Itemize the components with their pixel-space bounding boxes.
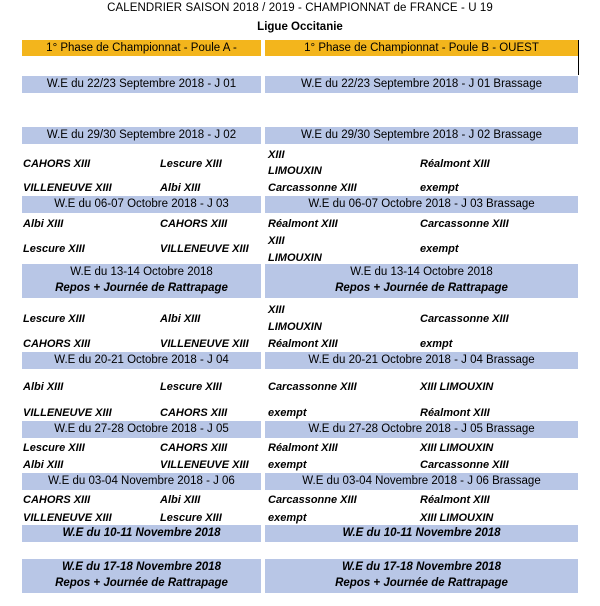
column-divider	[578, 40, 579, 75]
match-team: VILLENEUVE XIII	[23, 407, 112, 419]
week-header-b-j05: W.E du 27-28 Octobre 2018 - J 05 Brassage	[265, 421, 578, 438]
match-team: Lescure XIII	[160, 512, 222, 524]
week-header-a-j06: W.E du 03-04 Novembre 2018 - J 06	[22, 473, 261, 490]
week-header-a-rest-1: W.E du 13-14 Octobre 2018 Repos + Journée de Rattrapage	[22, 264, 261, 298]
match-team: VILLENEUVE XIII	[160, 338, 249, 350]
match-team: CAHORS XIII	[23, 494, 91, 506]
week-header-a-nov-10: W.E du 10-11 Novembre 2018	[22, 525, 261, 542]
match-team: CAHORS XIII	[23, 338, 91, 350]
week-header-b-j03: W.E du 06-07 Octobre 2018 - J 03 Brassage	[265, 196, 578, 213]
match-team: Réalmont XIII	[268, 338, 338, 350]
match-team: CAHORS XIII	[160, 218, 228, 230]
match-team: LIMOUXIN	[268, 252, 322, 264]
week-header-b-j06: W.E du 03-04 Novembre 2018 - J 06 Brassage	[265, 473, 578, 490]
week-header-b-rest-1: W.E du 13-14 Octobre 2018 Repos + Journée de Rattrapage	[265, 264, 578, 298]
match-team: VILLENEUVE XIII	[23, 512, 112, 524]
match-team: Réalmont XIII	[420, 158, 490, 170]
match-team: Albi XIII	[23, 381, 64, 393]
match-team: exempt	[420, 243, 459, 255]
match-team: CAHORS XIII	[23, 158, 91, 170]
match-team: XIII LIMOUXIN	[420, 381, 494, 393]
document-title: CALENDRIER SAISON 2018 / 2019 - CHAMPIONNAT de FRANCE - U 19	[107, 2, 493, 14]
week-header-b-j01: W.E du 22/23 Septembre 2018 - J 01 Brassage	[265, 76, 578, 93]
match-team: VILLENEUVE XIII	[23, 182, 112, 194]
match-team: CAHORS XIII	[160, 442, 228, 454]
match-team: Lescure XIII	[23, 313, 85, 325]
match-team: Réalmont XIII	[420, 407, 490, 419]
match-team: Réalmont XIII	[420, 494, 490, 506]
match-team: exempt	[420, 182, 459, 194]
phase-a-header: 1° Phase de Championnat - Poule A -	[22, 40, 261, 56]
week-header-b-j02: W.E du 29/30 Septembre 2018 - J 02 Brassage	[265, 127, 578, 144]
match-team: Lescure XIII	[160, 158, 222, 170]
match-team: VILLENEUVE XIII	[160, 459, 249, 471]
match-team: XIII LIMOUXIN	[420, 442, 494, 454]
league-subtitle: Ligue Occitanie	[257, 21, 343, 33]
match-team: Lescure XIII	[23, 442, 85, 454]
match-team: XIII	[268, 304, 285, 316]
week-header-a-j01: W.E du 22/23 Septembre 2018 - J 01	[22, 76, 261, 93]
match-team: exmpt	[420, 338, 453, 350]
match-team: VILLENEUVE XIII	[160, 243, 249, 255]
match-team: exempt	[268, 459, 307, 471]
match-team: Albi XIII	[23, 218, 64, 230]
match-team: Réalmont XIII	[268, 442, 338, 454]
match-team: Réalmont XIII	[268, 218, 338, 230]
match-team: XIII	[268, 235, 285, 247]
match-team: Carcassonne XIII	[420, 459, 509, 471]
match-team: Carcassonne XIII	[268, 381, 357, 393]
match-team: Carcassonne XIII	[268, 494, 357, 506]
week-header-b-rest-2: W.E du 17-18 Novembre 2018 Repos + Journée de Rattrapage	[265, 559, 578, 593]
match-team: Carcassonne XIII	[420, 313, 509, 325]
week-header-a-j02: W.E du 29/30 Septembre 2018 - J 02	[22, 127, 261, 144]
match-team: Lescure XIII	[160, 381, 222, 393]
match-team: Albi XIII	[160, 313, 201, 325]
week-header-a-j05: W.E du 27-28 Octobre 2018 - J 05	[22, 421, 261, 438]
match-team: Carcassonne XIII	[268, 182, 357, 194]
match-team: XIII LIMOUXIN	[420, 512, 494, 524]
match-team: XIII	[268, 149, 285, 161]
phase-b-header: 1° Phase de Championnat - Poule B - OUEST	[265, 40, 578, 56]
match-team: Carcassonne XIII	[420, 218, 509, 230]
week-header-a-j03: W.E du 06-07 Octobre 2018 - J 03	[22, 196, 261, 213]
match-team: Lescure XIII	[23, 243, 85, 255]
match-team: CAHORS XIII	[160, 407, 228, 419]
week-header-b-j04: W.E du 20-21 Octobre 2018 - J 04 Brassage	[265, 352, 578, 369]
match-team: LIMOUXIN	[268, 321, 322, 333]
week-header-b-nov-10: W.E du 10-11 Novembre 2018	[265, 525, 578, 542]
match-team: Albi XIII	[160, 494, 201, 506]
match-team: exempt	[268, 407, 307, 419]
match-team: LIMOUXIN	[268, 165, 322, 177]
week-header-a-rest-2: W.E du 17-18 Novembre 2018 Repos + Journée de Rattrapage	[22, 559, 261, 593]
match-team: Albi XIII	[23, 459, 64, 471]
week-header-a-j04: W.E du 20-21 Octobre 2018 - J 04	[22, 352, 261, 369]
match-team: Albi XIII	[160, 182, 201, 194]
match-team: exempt	[268, 512, 307, 524]
